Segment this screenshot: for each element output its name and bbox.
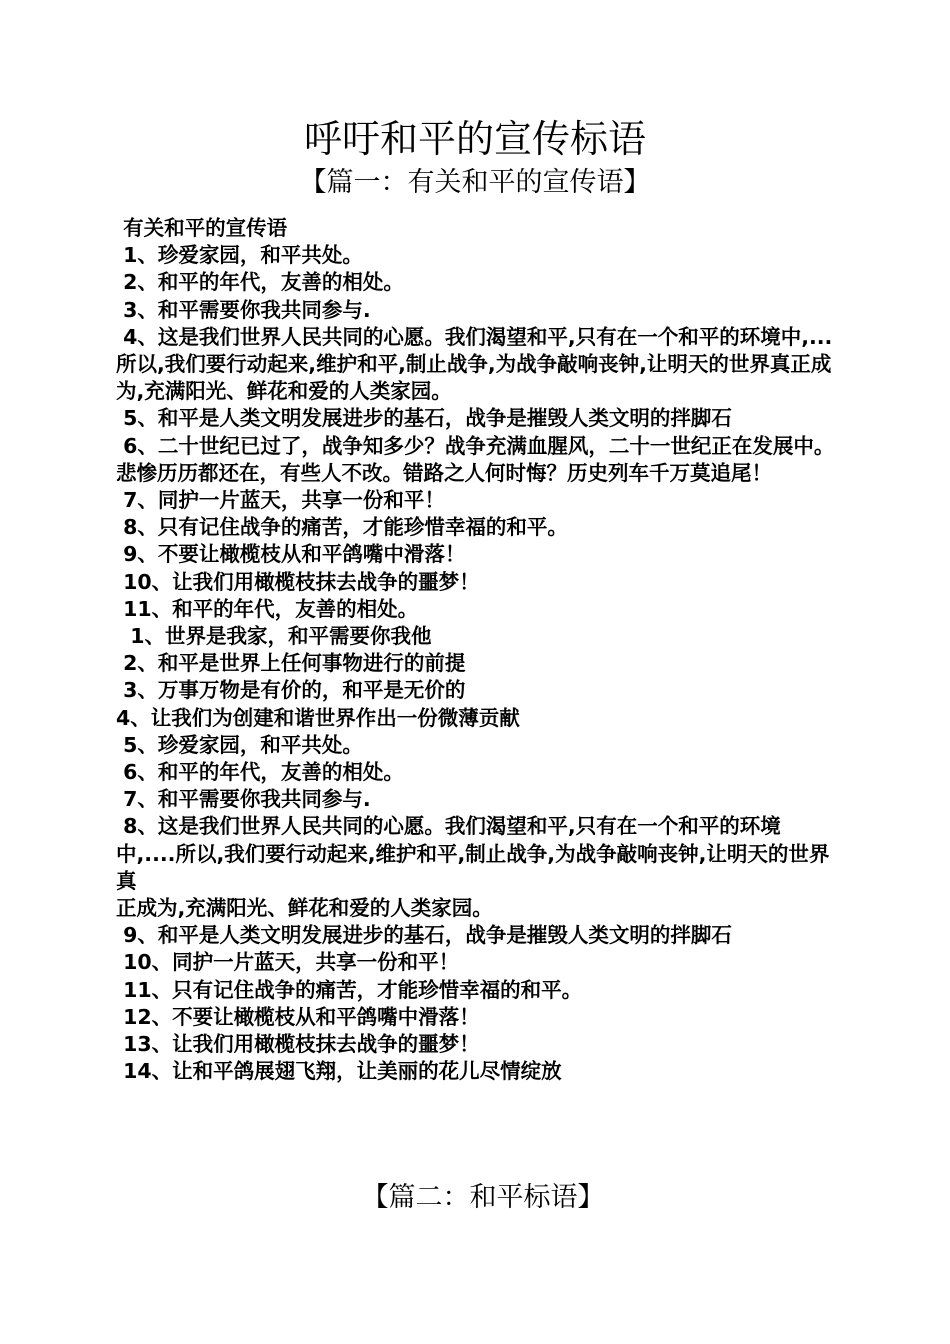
list-item: 4、这是我们世界人民共同的心愿。我们渴望和平,只有在一个和平的环境中,...所以,我们要行动起来,维护和平,制止战争,为战争敲响丧钟,让明天的世界真正成为,充满阳光、鲜花和爱的人类家园。 — [116, 324, 833, 404]
list-item: 6、二十世纪已过了，战争知多少？战争充满血腥风，二十一世纪正在发展中。悲惨历历都还在，有些人不改。错路之人何时悔？历史列车千万莫追尾！ — [116, 433, 835, 485]
list-item: 14、让和平鸽展翅飞翔，让美丽的花儿尽情绽放 — [116, 1059, 562, 1084]
list-item: 11、和平的年代，友善的相处。 — [116, 596, 419, 621]
list-item: 9、和平是人类文明发展进步的基石，战争是摧毁人类文明的拌脚石 — [116, 923, 732, 948]
list-item: 6、和平的年代，友善的相处。 — [116, 760, 404, 785]
list-item: 7、同护一片蓝天，共享一份和平！ — [116, 488, 445, 513]
list-item: 13、让我们用橄榄枝抹去战争的噩梦！ — [116, 1032, 480, 1057]
list-item: 3、和平需要你我共同参与. — [116, 297, 371, 322]
list-item: 4、让我们为创建和谐世界作出一份微薄贡献 — [116, 705, 520, 730]
list-item: 11、只有记住战争的痛苦，才能珍惜幸福的和平。 — [116, 977, 583, 1002]
list-item: 10、让我们用橄榄枝抹去战争的噩梦！ — [116, 569, 480, 594]
list-item: 10、同护一片蓝天，共享一份和平！ — [116, 950, 460, 975]
list-item: 1、珍爱家园，和平共处。 — [116, 243, 363, 268]
list-item: 5、珍爱家园，和平共处。 — [116, 732, 363, 757]
slogan-list — [116, 215, 836, 1086]
section-two-heading: 【篇二：和平标语】 — [361, 1182, 605, 1213]
list-item: 正成为,充满阳光、鲜花和爱的人类家园。 — [116, 896, 493, 921]
list-item: 3、万事万物是有价的，和平是无价的 — [116, 678, 466, 703]
list-item: 12、不要让橄榄枝从和平鸽嘴中滑落！ — [116, 1004, 480, 1029]
list-item: 8、这是我们世界人民共同的心愿。我们渴望和平,只有在一个和平的环境中,....所以,我们要行动起来,维护和平,制止战争,为战争敲响丧钟,让明天的世界真 — [116, 814, 830, 893]
list-item: 2、和平是世界上任何事物进行的前提 — [116, 651, 466, 676]
list-item: 9、不要让橄榄枝从和平鸽嘴中滑落！ — [116, 542, 466, 567]
list-item: 7、和平需要你我共同参与. — [116, 787, 371, 812]
list-heading: 有关和平的宣传语 — [116, 216, 288, 240]
list-item: 2、和平的年代，友善的相处。 — [116, 270, 404, 295]
list-item: 8、只有记住战争的痛苦，才能珍惜幸福的和平。 — [116, 515, 568, 540]
list-item: 1、世界是我家，和平需要你我他 — [116, 624, 432, 649]
list-item: 5、和平是人类文明发展进步的基石，战争是摧毁人类文明的拌脚石 — [116, 406, 732, 431]
section-one-heading: 【篇一：有关和平的宣传语】 — [299, 167, 651, 198]
document-title: 呼吁和平的宣传标语 — [303, 117, 646, 161]
